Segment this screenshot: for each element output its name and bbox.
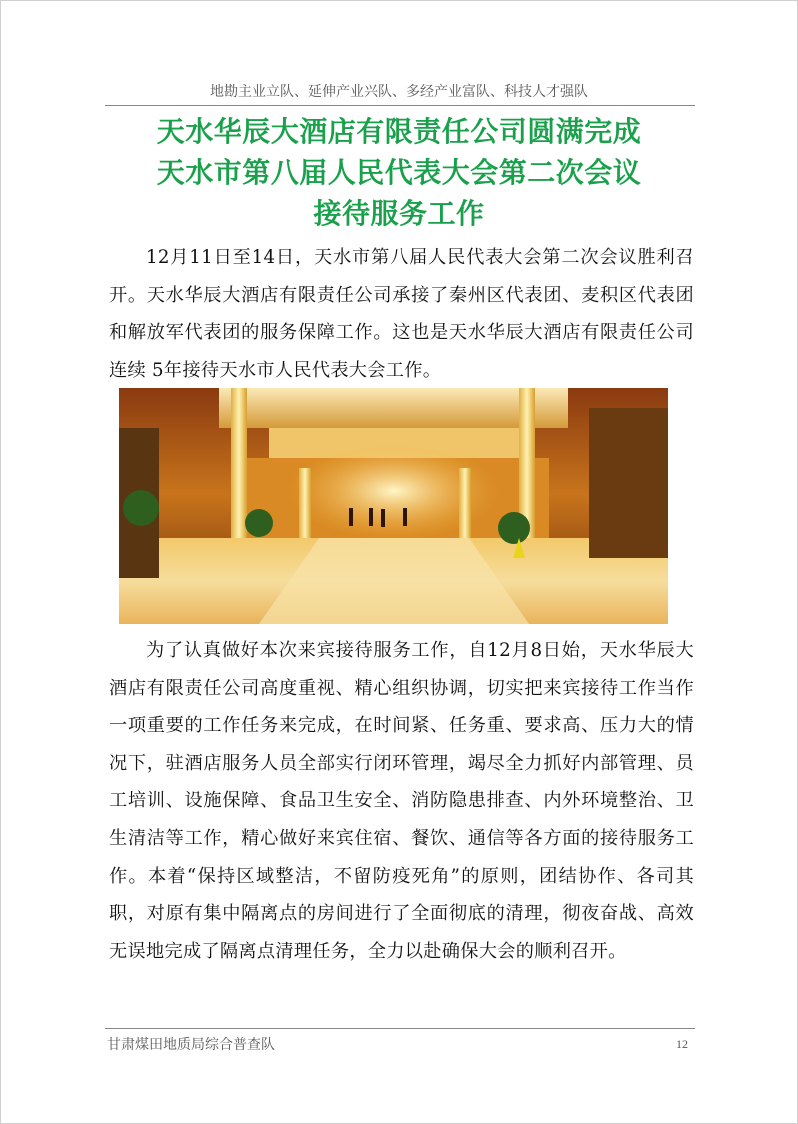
header-divider	[105, 105, 695, 106]
header-slogan: 地勘主业立队、延伸产业兴队、多经产业富队、科技人才强队	[210, 84, 588, 100]
hotel-lobby-photo	[119, 388, 668, 624]
paragraph-1: 12月11日至14日，天水市第八届人民代表大会第二次会议胜利召开。天水华辰大酒店有限责任公司承接了秦州区代表团、麦积区代表团和解放军代表团的服务保障工作。这也是天水华辰大酒店有限责任公司连续 5年接待天水市人民代表大会工作。	[109, 247, 694, 381]
paragraph-2: 为了认真做好本次来宾接待服务工作，自12月8日始，天水华辰大酒店有限责任公司高度重视、精心组织协调，切实把来宾接待工作当作一项重要的工作任务来完成，在时间紧、任务重、要求高、压力大的情况下，驻酒店服务人员全部实行闭环管理，竭尽全力抓好内部管理、员工培训、设施保障、食品卫生安全、消防隐患排查、内外环境整治、卫生清洁等工作，精心做好来宾住宿、餐饮、通信等各方面的接待服务工作。本着“保持区域整洁，不留防疫死角”的原则，团结协作、各司其职，对原有集中隔离点的房间进行了全面彻底的清理，彻夜奋战、高效无误地完成了隔离点清理任务，全力以赴确保大会的顺利召开。	[109, 640, 694, 962]
footer-organization: 甘肃煤田地质局综合普查队	[107, 1037, 275, 1053]
article-title	[1, 111, 797, 234]
title-line-2: 天水市第八届人民代表大会第二次会议	[156, 156, 642, 189]
title-line-1: 天水华辰大酒店有限责任公司圆满完成	[156, 115, 642, 148]
page-number: 12	[676, 1037, 688, 1051]
footer-divider	[105, 1028, 695, 1029]
title-line-3: 接待服务工作	[313, 197, 485, 230]
